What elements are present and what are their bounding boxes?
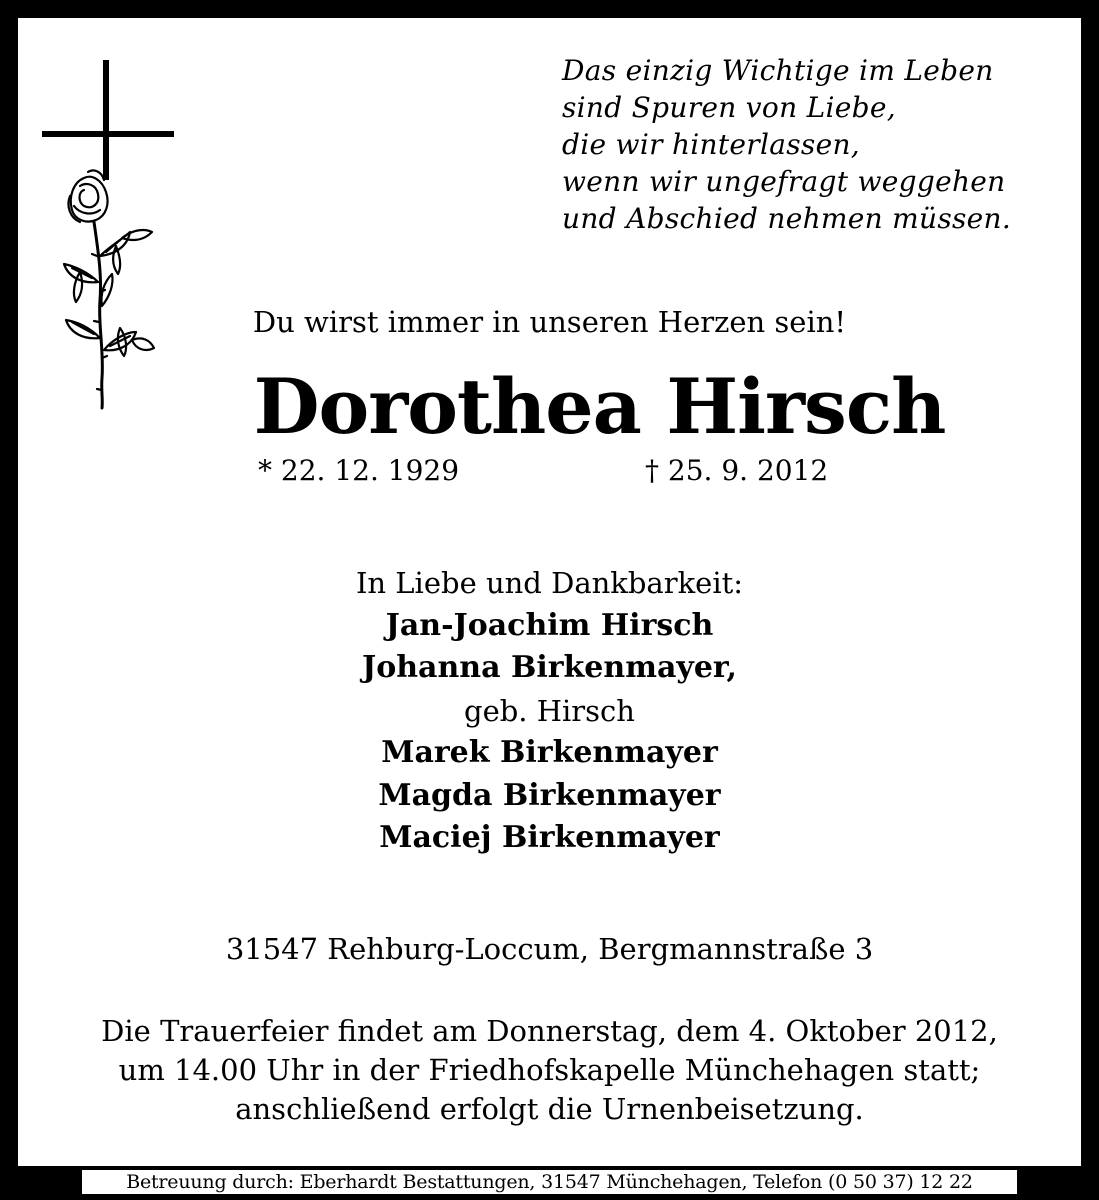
subtitle: Du wirst immer in unseren Herzen sein!	[252, 305, 847, 339]
family-member-maiden-name: geb. Hirsch	[464, 693, 635, 728]
cross-icon	[42, 60, 174, 180]
poem-line: die wir hinterlassen,	[562, 128, 860, 161]
family-block	[18, 562, 1081, 860]
poem-line: und Abschied nehmen müssen.	[562, 202, 1012, 235]
family-intro: In Liebe und Dankbarkeit:	[355, 566, 744, 600]
deceased-name: Dorothea Hirsch	[253, 362, 946, 451]
family-member: Magda Birkenmayer	[378, 777, 721, 813]
funeral-home-credit: Betreuung durch: Eberhardt Bestattungen, 31547 Münchehagen, Telefon (0 50 37) 12 22	[82, 1170, 1017, 1194]
poem-line: sind Spuren von Liebe,	[562, 91, 896, 124]
family-member: Johanna Birkenmayer,	[362, 650, 737, 685]
service-info	[18, 1012, 1081, 1129]
poem-line: wenn wir ungefragt weggehen	[562, 165, 1006, 198]
service-line: anschließend erfolgt die Urnenbeisetzung.	[235, 1092, 864, 1126]
address: 31547 Rehburg-Loccum, Bergmannstraße 3	[225, 932, 874, 966]
family-member: Maciej Birkenmayer	[379, 820, 720, 855]
service-line: um 14.00 Uhr in der Friedhofskapelle Münchehagen statt;	[118, 1053, 981, 1087]
birth-date: * 22. 12. 1929	[258, 454, 460, 487]
poem-line: Das einzig Wichtige im Leben	[562, 54, 994, 87]
family-member: Marek Birkenmayer	[381, 735, 718, 770]
poem	[562, 52, 1062, 237]
service-line: Die Trauerfeier findet am Donnerstag, dem 4. Oktober 2012,	[101, 1014, 998, 1048]
death-date: † 25. 9. 2012	[645, 454, 829, 487]
family-member: Jan-Joachim Hirsch	[385, 607, 714, 643]
